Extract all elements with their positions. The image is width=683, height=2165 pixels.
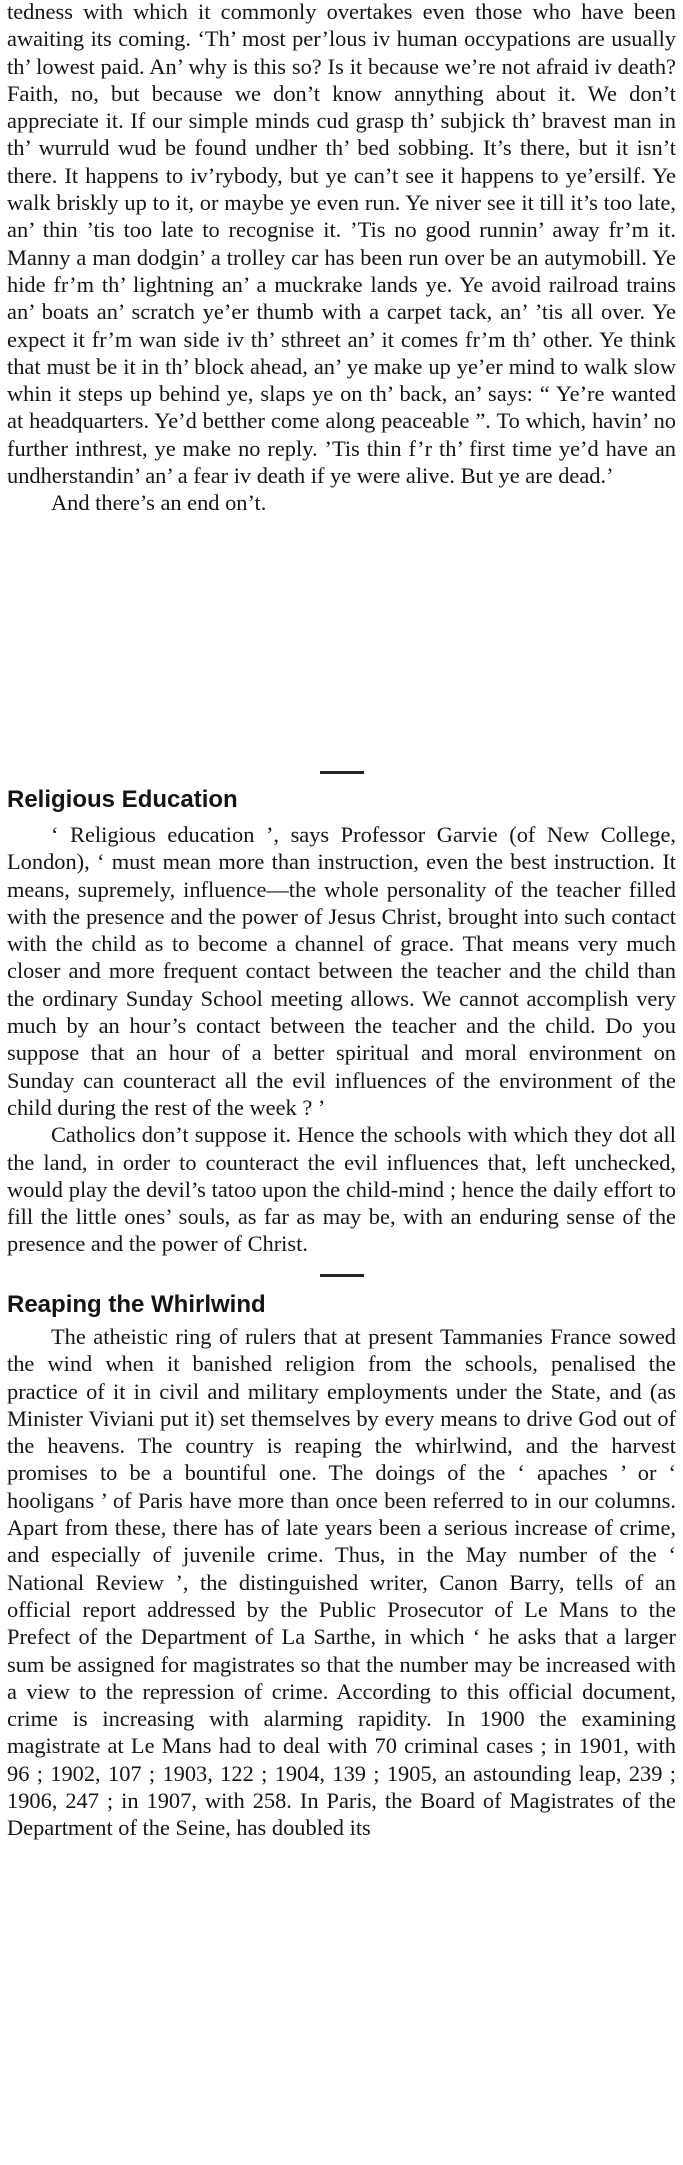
paragraph: And there’s an end on’t. xyxy=(51,490,267,516)
section-divider xyxy=(320,1274,364,1277)
section-reaping-the-whirlwind xyxy=(7,1323,676,1842)
section-heading: Religious Education xyxy=(7,786,238,813)
paragraph: ‘ Religious education ’, says Professor Garvie (of New College, London), ‘ must mean more than instruction, even the best instruction. It means, supremely, influence—the whole personality of the teacher filled with the presence and the power of Jesus Christ, brought into such contact with the child as to become a channel of grace. That means very much closer and more frequent contact between the teacher and the child than the ordinary Sunday School meeting allows. We cannot accomplish very much by an hour’s contact between the teacher and the child. Do you suppose that an hour of a better spiritual and moral environment on Sunday can counteract all the evil influences of the environment of the child during the rest of the week ? ’ xyxy=(7,822,676,1120)
section-religious-education xyxy=(7,821,676,1258)
section-heading: Reaping the Whirlwind xyxy=(7,1291,266,1318)
section-divider xyxy=(320,771,364,774)
section-continued-text xyxy=(7,0,676,517)
paragraph: The atheistic ring of rulers that at present Tammanies France sowed the wind when it banished religion from the schools, penalised the practice of it in civil and military employments under the State, and (as Minister Viviani put it) set themselves by every means to drive God out of the heavens. The country is reaping the whirlwind, and the harvest promises to be a bountiful one. The doings of the ‘ apaches ’ or ‘ hooligans ’ of Paris have more than once been referred to in our columns. Apart from these, there has of late years been a serious increase of crime, and especially of juvenile crime. Thus, in the May number of the ‘ National Review ’, the distinguished writer, Canon Barry, tells of an official report addressed by the Public Prosecutor of Le Mans to the Prefect of the Department of La Sarthe, in which ‘ he asks that a larger sum be assigned for magistrates so that the number may be increased with a view to the repression of crime. According to this official document, crime is increasing with alarming rapidity. In 1900 the examining magistrate at Le Mans had to deal with 70 criminal cases ; in 1901, with 96 ; 1902, 107 ; 1903, 122 ; 1904, 139 ; 1905, an astounding leap, 239 ; 1906, 247 ; in 1907, with 258. In Paris, the Board of Magistrates of the Department of the Seine, has doubled its xyxy=(7,1324,676,1841)
paragraph: Catholics don’t suppose it. Hence the schools with which they dot all the land, in order to counteract the evil influences that, left unchecked, would play the devil’s tatoo upon the child-mind ; hence the daily effort to fill the little ones’ souls, as far as may be, with an enduring sense of the presence and the power of Christ. xyxy=(7,1122,676,1257)
paragraph: tedness with which it commonly overtakes even those who have been awaiting its coming. ‘Th’ most per’lous iv human occypations are usually th’ lowest paid. An’ why is this so? Is it because we’re not afraid iv death? Faith, no, but because we don’t know annything about it. We don’t appreciate it. If our simple minds cud grasp th’ subjick th’ bravest man in th’ wurruld wud be found undher th’ bed sobbing. It’s there, but it isn’t there. It happens to iv’rybody, but ye can’t see it happens to ye’ersilf. Ye walk briskly up to it, or maybe ye even run. Ye niver see it till it’s too late, an’ thin ’tis too late to recognise it. ’Tis no good runnin’ away fr’m it. Manny a man dodgin’ a trolley car has been run over be an autymobill. Ye hide fr’m th’ lightning an’ a muckrake lands ye. Ye avoid railroad trains an’ boats an’ scratch ye’er thumb with a carpet tack, an’ ’tis all over. Ye expect it fr’m wan side iv th’ sthreet an’ it comes fr’m th’ other. Ye think that must be it in th’ block ahead, an’ ye make up ye’er mind to walk slow whin it steps up behind ye, slaps ye on th’ back, an’ says: “ Ye’re wanted at headquarters. Ye’d betther come along peaceable ”. To which, havin’ no further inthrest, ye make no reply. ’Tis thin f’r th’ first time ye’d have an undherstandin’ an’ a fear iv death if ye were alive. But ye are dead.’ xyxy=(7,0,676,489)
